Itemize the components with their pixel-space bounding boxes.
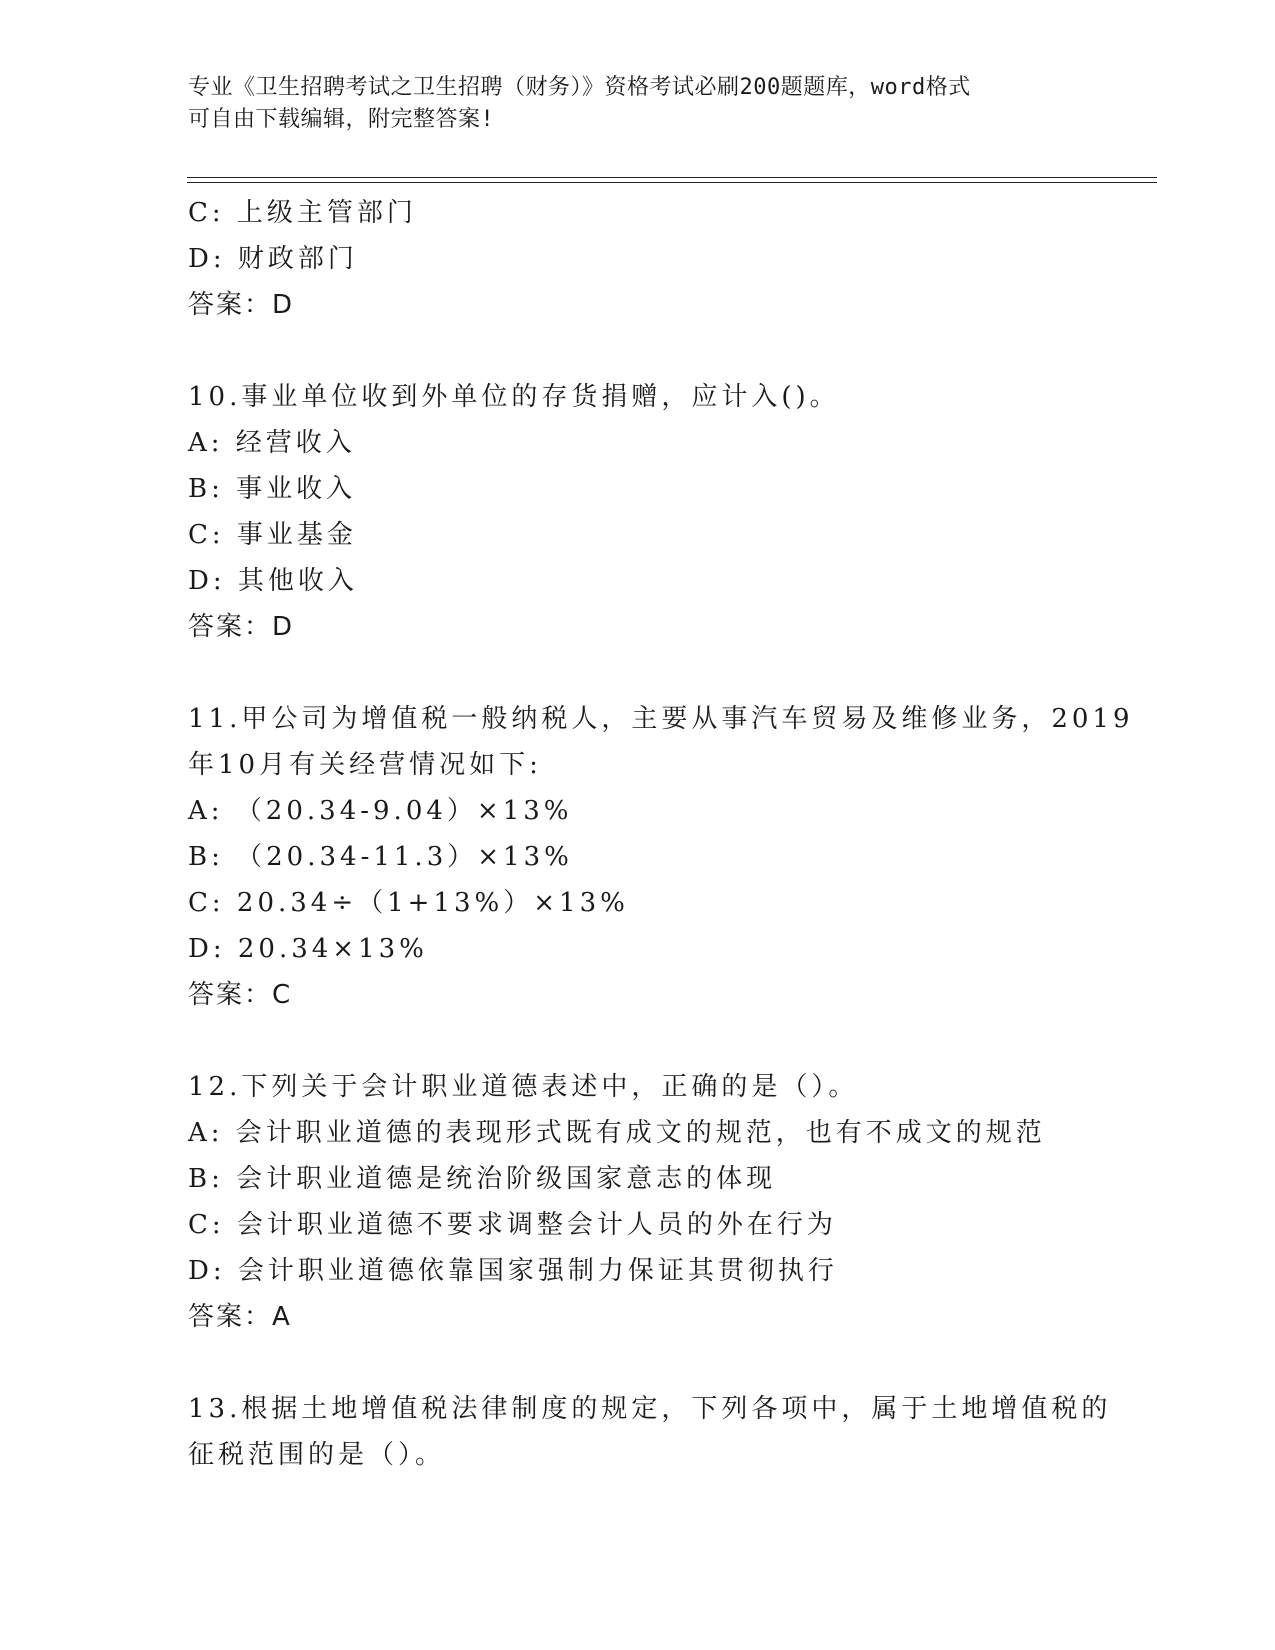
answer-line: 答案：D — [188, 612, 295, 642]
option-d: D: 财政部门 — [188, 244, 358, 274]
answer-line: 答案：D — [188, 290, 295, 320]
header-divider-bottom — [187, 182, 1157, 183]
question-stem-continued: 征税范围的是（）。 — [188, 1440, 446, 1470]
answer-line: 答案：C — [188, 980, 293, 1010]
question-12 — [188, 1064, 1148, 1340]
option-a: A: 经营收入 — [188, 428, 356, 458]
answer-line: 答案：A — [188, 1302, 292, 1332]
question-stem: 13.根据土地增值税法律制度的规定，下列各项中，属于土地增值税的 — [188, 1394, 1112, 1424]
option-a: A: （20.34-9.04）×13% — [188, 796, 573, 826]
spacer — [188, 1018, 1148, 1064]
option-a: A: 会计职业道德的表现形式既有成文的规范，也有不成文的规范 — [188, 1118, 1046, 1148]
option-d: D: 其他收入 — [188, 566, 358, 596]
header-line-2: 可自由下载编辑，附完整答案! — [188, 107, 495, 132]
option-d: D: 会计职业道德依靠国家强制力保证其贯彻执行 — [188, 1256, 838, 1286]
question-stem: 12.下列关于会计职业道德表述中，正确的是（）。 — [188, 1072, 859, 1102]
option-b: B: （20.34-11.3）×13% — [188, 842, 573, 872]
option-b: B: 事业收入 — [188, 474, 357, 504]
question-stem: 10.事业单位收到外单位的存货捐赠，应计入()。 — [188, 382, 840, 412]
option-c: C: 会计职业道德不要求调整会计人员的外在行为 — [188, 1210, 837, 1240]
spacer — [188, 328, 1148, 374]
option-b: B: 会计职业道德是统治阶级国家意志的体现 — [188, 1164, 777, 1194]
option-c: C: 事业基金 — [188, 520, 357, 550]
header-line-1: 专业《卫生招聘考试之卫生招聘（财务）》资格考试必刷200题题库，word格式 — [188, 75, 971, 100]
spacer — [188, 1340, 1148, 1386]
question-list — [188, 190, 1148, 1478]
question-10 — [188, 374, 1148, 650]
question-stem: 11.甲公司为增值税一般纳税人，主要从事汽车贸易及维修业务，2019 — [188, 704, 1134, 734]
question-13 — [188, 1386, 1148, 1478]
document-header — [188, 72, 1088, 136]
question-stem-continued: 年10月有关经营情况如下: — [188, 750, 542, 780]
spacer — [188, 650, 1148, 696]
header-divider-top — [187, 177, 1157, 178]
option-d: D: 20.34×13% — [188, 934, 428, 964]
question-11 — [188, 696, 1148, 1018]
option-c: C: 上级主管部门 — [188, 198, 417, 228]
option-c: C: 20.34÷（1+13%）×13% — [188, 888, 629, 918]
question-fragment — [188, 190, 1148, 328]
